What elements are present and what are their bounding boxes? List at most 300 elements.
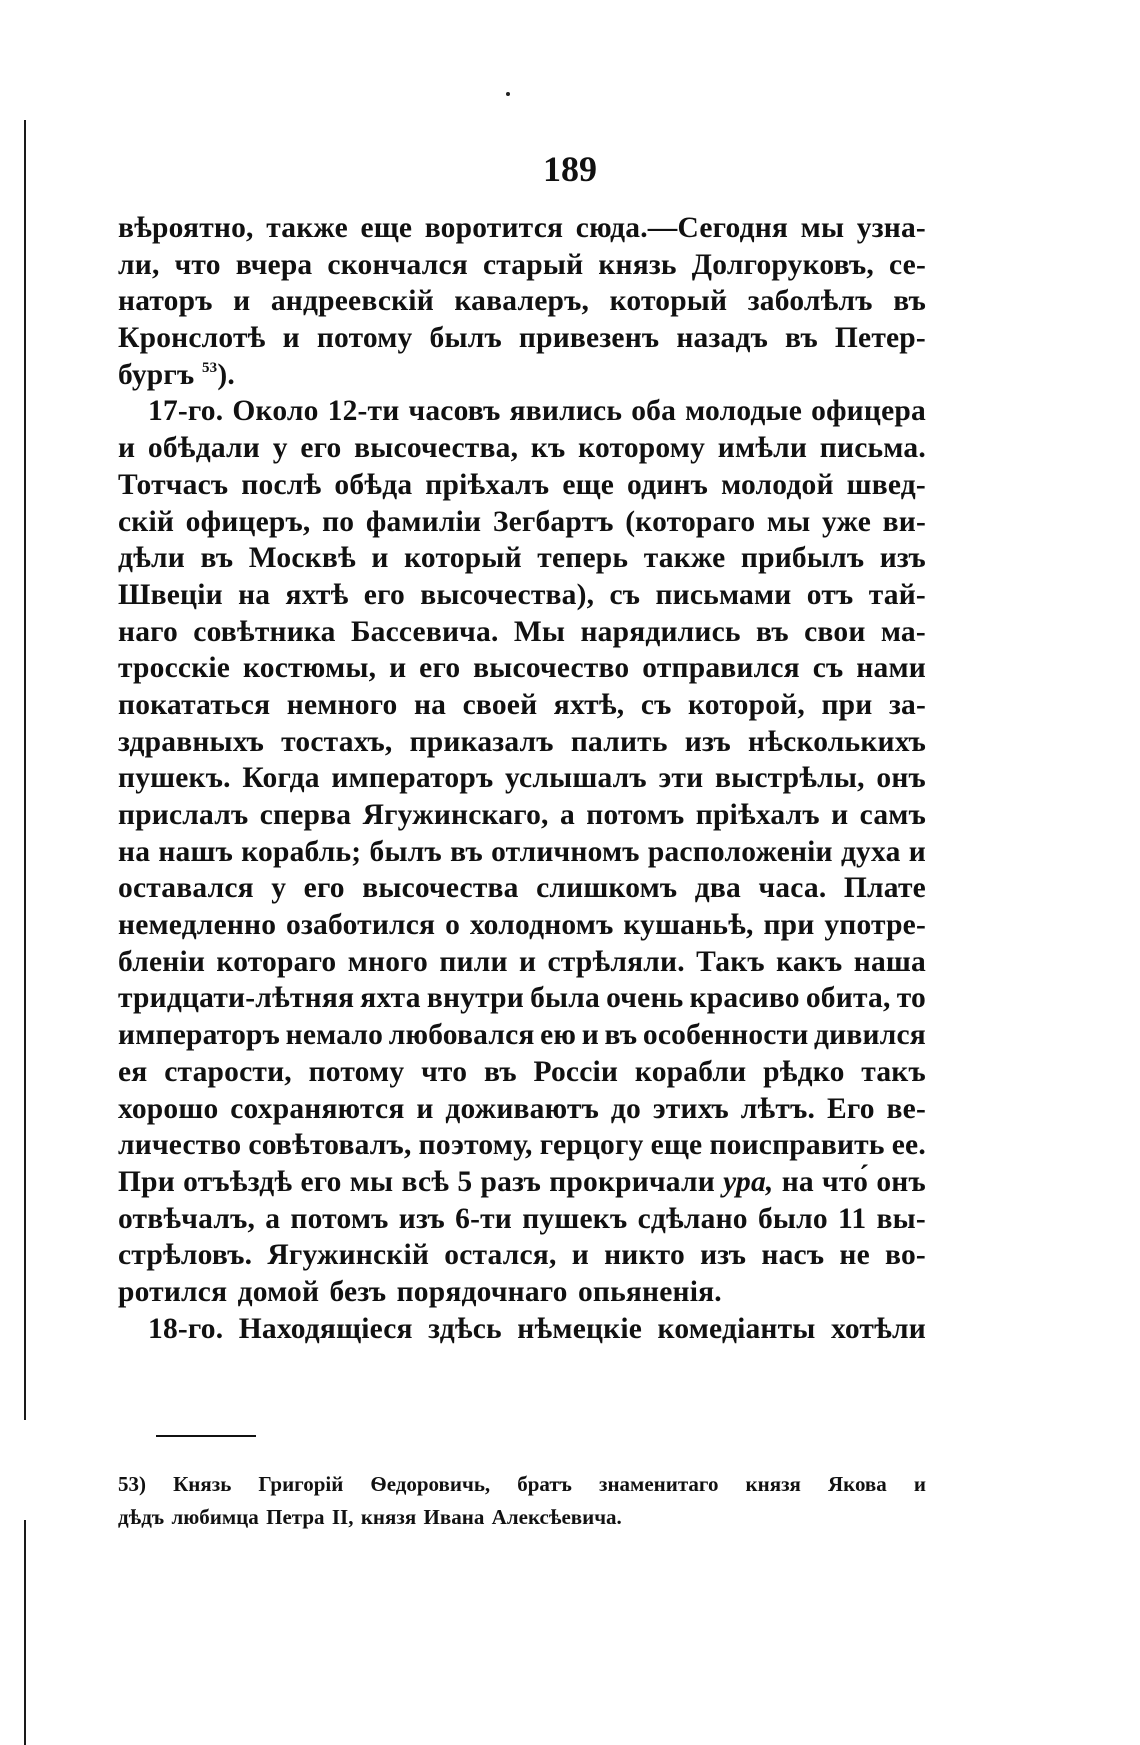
word: отвѣчалъ, (118, 1202, 256, 1235)
word: нѣмецкіе (517, 1312, 643, 1345)
word: приказалъ (409, 725, 554, 758)
word: 53) (118, 1472, 146, 1496)
word: отъѣздѣ (183, 1165, 293, 1198)
word: въ (200, 542, 234, 575)
word: обѣда (334, 468, 413, 501)
word: дивился (814, 1019, 926, 1052)
word: Около (232, 395, 319, 428)
body-line (118, 1237, 926, 1274)
word: императоръ (331, 762, 494, 795)
word: палить (570, 725, 668, 758)
body-line (118, 944, 926, 981)
word: вчера (235, 248, 313, 281)
word: мы (800, 212, 845, 244)
word: бургъ (118, 358, 195, 391)
word: на (238, 578, 271, 611)
word: ма- (880, 615, 926, 648)
word: которому (578, 432, 706, 465)
word: онъ (876, 1165, 926, 1198)
word: теперь (537, 542, 629, 575)
word: 5 (457, 1165, 473, 1198)
word: обита, (805, 982, 891, 1015)
body-line (118, 1017, 926, 1054)
word: тостахъ, (281, 725, 393, 758)
word: хотѣли (831, 1312, 926, 1345)
word: Зегбартъ (492, 505, 614, 538)
word: и (581, 1019, 599, 1052)
word: этихъ (652, 1092, 729, 1125)
word: что (421, 1055, 468, 1088)
word: никто (604, 1239, 685, 1272)
word: 6-ти (455, 1202, 513, 1235)
body-line (118, 907, 926, 944)
word: и (282, 322, 300, 355)
word: вы- (876, 1202, 926, 1235)
word: немедленно (118, 909, 277, 942)
word-with-note (118, 357, 235, 394)
word: Россіи (533, 1055, 619, 1088)
word: (котораго (625, 505, 756, 538)
word: эти (658, 762, 704, 795)
word: много (347, 945, 428, 978)
footnote (118, 1468, 926, 1534)
word: и (416, 1092, 434, 1125)
word: еще (650, 1129, 703, 1162)
word: императоръ (118, 1019, 281, 1052)
word: духа (840, 835, 901, 868)
word: высочества (362, 872, 519, 905)
word: изъ (684, 725, 731, 758)
word: и (518, 945, 537, 978)
word: у (272, 432, 288, 465)
word: яхтѣ (285, 578, 349, 611)
word: употре- (824, 909, 926, 942)
word: внутри (426, 982, 524, 1015)
word: до (610, 1092, 641, 1125)
body-line (118, 577, 926, 614)
word: наторъ (118, 285, 213, 318)
footnote-line (118, 1468, 926, 1501)
word: немало (285, 1019, 384, 1052)
word: лѣтъ. (740, 1092, 816, 1125)
word: отправился (642, 652, 800, 685)
word: на (118, 835, 151, 868)
word: Ивана (423, 1505, 485, 1529)
body-line (118, 1091, 926, 1128)
word: скій (118, 505, 175, 538)
word: фамиліи (365, 505, 482, 538)
word: дѣли (118, 542, 185, 575)
word: и (371, 542, 389, 575)
page-edge-line (24, 120, 26, 1420)
word: въ (604, 1019, 638, 1052)
word: въ (785, 322, 818, 355)
footnote-ref: 53 (201, 359, 218, 376)
word: сдѣлано (637, 1202, 748, 1235)
word: братъ (517, 1472, 572, 1496)
word: также (643, 542, 726, 575)
body-line (118, 357, 926, 394)
word: яхтѣ, (553, 688, 625, 721)
word: оба (631, 395, 677, 428)
word: по (322, 505, 355, 538)
word: высочества, (354, 432, 519, 465)
word: яхта (360, 982, 421, 1015)
word: а (265, 1202, 281, 1235)
word: что (174, 248, 221, 281)
word: который (609, 285, 728, 318)
word: опьяненія. (577, 1275, 722, 1308)
word: и (831, 799, 849, 831)
word: домой (237, 1275, 320, 1308)
word: 17-го. (148, 395, 224, 428)
word: выстрѣлы, (714, 762, 865, 795)
word: послѣ (241, 468, 322, 501)
word: остался, (444, 1239, 557, 1272)
word: его (300, 432, 342, 465)
word: и (913, 1472, 926, 1496)
body-line (118, 283, 926, 320)
word: отъ (806, 578, 854, 611)
body-line (118, 1164, 926, 1201)
word: о (445, 909, 461, 942)
word: комедіанты (657, 1312, 816, 1345)
word: его (303, 872, 345, 905)
word: на (781, 1165, 814, 1198)
word: совѣтовалъ, (248, 1129, 412, 1162)
word: наша (853, 945, 926, 978)
word: въ (450, 835, 483, 868)
word: сюда.—Сегодня (575, 212, 789, 244)
word: поэтому, (418, 1129, 533, 1162)
word: былъ (429, 322, 502, 355)
word: и (389, 652, 407, 685)
word: андреевскій (270, 285, 434, 318)
body-line (118, 247, 926, 284)
word: Ягужинскій (267, 1239, 430, 1272)
word: высочество (473, 652, 630, 685)
word: котораго (216, 945, 337, 978)
word: костюмы, (242, 652, 377, 685)
word: ея (118, 1055, 148, 1088)
word: сперва (259, 799, 352, 831)
body-line (118, 540, 926, 577)
word: рѣдко (763, 1055, 845, 1088)
word: герцогу (539, 1129, 644, 1162)
word: ура, (723, 1165, 774, 1198)
word: Когда (242, 762, 320, 795)
word: то (896, 982, 926, 1015)
word: Швеціи (118, 578, 223, 611)
word: тай- (868, 578, 926, 611)
word: поисправить (709, 1129, 885, 1162)
word: при (821, 688, 873, 721)
body-line (118, 724, 926, 761)
word: такъ (861, 1055, 926, 1088)
page-number: 189 (543, 149, 597, 189)
word: князя (745, 1472, 801, 1496)
word: се- (889, 248, 926, 281)
word: пріѣхалъ (695, 799, 820, 831)
word: въ (483, 1055, 517, 1088)
body-line (118, 393, 926, 430)
body-line (118, 834, 926, 871)
word: старости, (164, 1055, 292, 1088)
body-line (118, 430, 926, 467)
word: назадъ (676, 322, 769, 355)
body-line (118, 797, 926, 834)
word: офицера (811, 395, 926, 428)
word: его (419, 652, 461, 685)
word: отличномъ (491, 835, 640, 868)
word: молодой (721, 468, 834, 501)
main-text (118, 210, 926, 1347)
page-edge-line-lower (24, 1520, 26, 1745)
word: ве- (886, 1092, 926, 1125)
word: порядочнаго (396, 1275, 568, 1308)
word: которой, (688, 688, 805, 721)
word: два (694, 872, 741, 905)
word: всѣ (401, 1165, 450, 1198)
word: какъ (776, 945, 843, 978)
word: Ѳедоровичь, (370, 1472, 491, 1496)
word: швед- (846, 468, 926, 501)
word: кушаньѣ, (623, 909, 754, 942)
word: во- (885, 1239, 926, 1272)
word: пріѣхалъ (425, 468, 550, 501)
word: имѣли (717, 432, 808, 465)
word: за- (888, 688, 926, 721)
word: на (413, 688, 447, 721)
word: Его (826, 1092, 875, 1125)
word: воротится (424, 212, 564, 244)
word: письма. (819, 432, 926, 465)
word: былъ (369, 835, 442, 868)
word: Петра (266, 1505, 325, 1529)
word: При (118, 1165, 175, 1198)
word: съ (609, 578, 641, 611)
word: нарядились (580, 615, 741, 648)
word: заболѣлъ (747, 285, 873, 318)
word: Ягужинскаго, (362, 799, 549, 831)
word: къ (530, 432, 566, 465)
word: 11 (838, 1202, 867, 1235)
word: корабль; (241, 835, 362, 868)
word: ею (540, 1019, 577, 1052)
word: своей (462, 688, 538, 721)
word: пили (439, 945, 508, 978)
word: и (233, 285, 251, 318)
word: Тотчасъ (118, 468, 229, 501)
word: прокричали (549, 1165, 715, 1198)
body-line (118, 687, 926, 724)
word: въ (893, 285, 926, 318)
word: еще (360, 212, 413, 244)
print-speck (506, 92, 510, 96)
word: одинъ (627, 468, 709, 501)
word: слишкомъ (536, 872, 678, 905)
word: любовался (388, 1019, 535, 1052)
word: уже (821, 505, 872, 538)
word: нами (856, 652, 926, 685)
footnote-separator (156, 1435, 256, 1437)
word: очень (606, 982, 684, 1015)
word: при (763, 909, 815, 942)
word: еще (562, 468, 615, 501)
word: часа. (758, 872, 827, 905)
body-line (118, 1054, 926, 1091)
body-line (118, 467, 926, 504)
word: любимца (171, 1505, 259, 1529)
word: нашъ (158, 835, 234, 868)
word: личество (118, 1129, 242, 1162)
word: ротился (118, 1275, 228, 1308)
word: Петер- (834, 322, 926, 355)
body-line (118, 614, 926, 651)
word: разъ (480, 1165, 541, 1198)
word: Находящіеся (238, 1312, 413, 1345)
word: изъ (879, 542, 926, 575)
word: офицеръ, (185, 505, 311, 538)
word: изъ (398, 1202, 445, 1235)
word: явились (509, 395, 623, 428)
word: оставался (118, 872, 254, 905)
word: потому (316, 322, 413, 355)
body-line (118, 980, 926, 1017)
word: съ (812, 652, 844, 685)
word: а (559, 799, 575, 831)
word: стрѣляли. (547, 945, 685, 978)
word: мы (766, 505, 811, 538)
word: пушекъ (522, 1202, 628, 1235)
word: Долгоруковъ, (691, 248, 874, 281)
word: безъ (329, 1275, 387, 1308)
word: часовъ (408, 395, 501, 428)
word: обѣдали (147, 432, 260, 465)
word: услышалъ (505, 762, 647, 795)
word: прислалъ (118, 799, 249, 831)
word: который (404, 542, 522, 575)
word: потомъ (290, 1202, 389, 1235)
word: особенности (642, 1019, 809, 1052)
word: насъ (761, 1239, 825, 1272)
word: было (757, 1202, 828, 1235)
word: что́ (822, 1165, 869, 1198)
word: Плате (843, 872, 926, 905)
word: озаботился (286, 909, 436, 942)
word: Князь (173, 1472, 232, 1496)
body-line (118, 1127, 926, 1164)
word: расположеніи (647, 835, 833, 868)
word: и (908, 835, 926, 868)
word: не (839, 1239, 870, 1272)
word: письмами (655, 578, 792, 611)
word: нѣсколькихъ (748, 725, 926, 758)
body-line (118, 1311, 926, 1348)
word: князя (360, 1505, 417, 1529)
body-line (118, 320, 926, 357)
word: Мы (513, 615, 566, 648)
word: стрѣловъ. (118, 1239, 253, 1272)
word: потому (308, 1055, 405, 1088)
word: здѣсь (428, 1312, 502, 1345)
word: дѣдъ (118, 1505, 165, 1529)
body-line (118, 870, 926, 907)
word: здравныхъ (118, 725, 264, 758)
word: ли, (118, 248, 160, 281)
word: Бассевича. (350, 615, 499, 648)
word: его (300, 1165, 342, 1198)
word: красиво (689, 982, 800, 1015)
body-line (118, 1274, 926, 1311)
word: изъ (700, 1239, 747, 1272)
word: въ (756, 615, 789, 648)
word: онъ (876, 762, 926, 795)
word: знаменитаго (599, 1472, 719, 1496)
word: была (530, 982, 600, 1015)
word: старый (482, 248, 584, 281)
body-line (118, 504, 926, 541)
word: молодые (685, 395, 803, 428)
body-line (118, 760, 926, 797)
word: Якова (827, 1472, 887, 1496)
word: привезенъ (518, 322, 660, 355)
word: и (118, 432, 136, 465)
word: холодномъ (469, 909, 614, 942)
word: также (266, 212, 348, 244)
word: доживаютъ (445, 1092, 600, 1125)
word: узна- (856, 212, 926, 244)
word: наго (118, 615, 178, 648)
body-line (118, 1201, 926, 1238)
word: потомъ (586, 799, 685, 831)
word: вѣроятно, (118, 212, 254, 244)
word: немного (286, 688, 398, 721)
word: его (363, 578, 405, 611)
word: свои (804, 615, 866, 648)
word: князь (598, 248, 677, 281)
word: совѣтника (193, 615, 336, 648)
footnote-line (118, 1501, 926, 1534)
word: пушекъ. (118, 762, 231, 795)
word: съ (640, 688, 672, 721)
word: корабли (634, 1055, 747, 1088)
word: 18-го. (148, 1312, 224, 1345)
word: хорошо (118, 1092, 219, 1125)
word: покататься (118, 688, 271, 721)
word: тросскіе (118, 652, 231, 685)
body-line (118, 650, 926, 687)
word: высочества), (420, 578, 595, 611)
word: скончался (327, 248, 468, 281)
word: бленіи (118, 945, 206, 978)
word: Такъ (696, 945, 765, 978)
word: Григорій (258, 1472, 344, 1496)
body-line (118, 210, 926, 247)
punctuation: ). (217, 358, 235, 391)
word: кавалеръ, (454, 285, 590, 318)
word: ви- (882, 505, 926, 538)
word: Москвѣ (248, 542, 356, 575)
word: у (271, 872, 287, 905)
word: самъ (859, 799, 926, 831)
word: сохраняются (230, 1092, 405, 1125)
word: II, (331, 1505, 354, 1529)
word: Кронслотѣ (118, 322, 266, 355)
word: тридцати-лѣтняя (118, 982, 355, 1015)
word: и (571, 1239, 589, 1272)
word: 12-ти (327, 395, 400, 428)
